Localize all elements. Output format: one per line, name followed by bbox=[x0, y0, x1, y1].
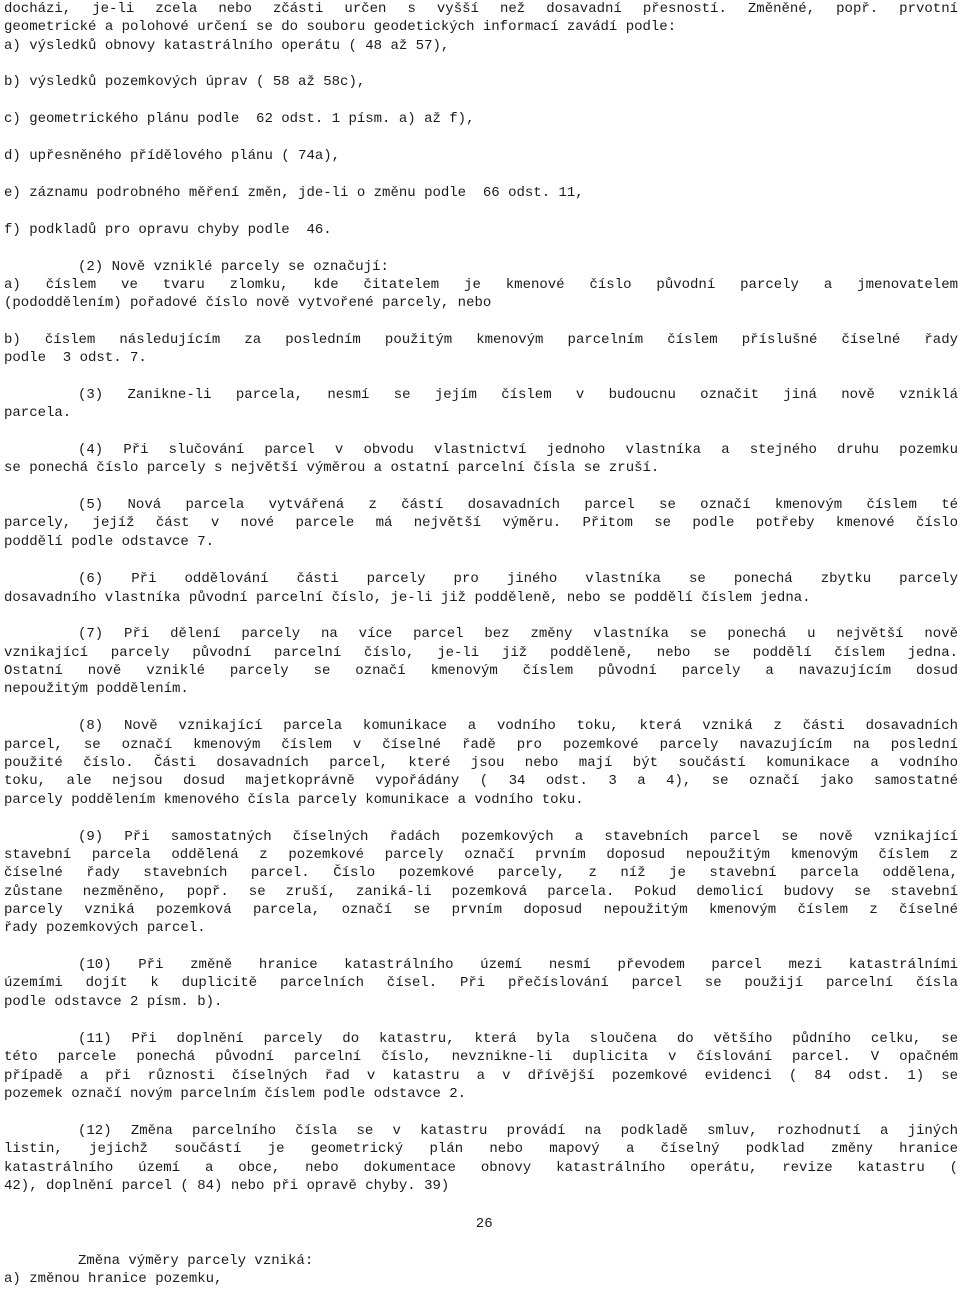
paragraph-12-line: 42), doplnění parcel ( 84) nebo při opravě chyby. 39) bbox=[4, 1178, 450, 1194]
paragraph-9-line: řady pozemkových parcel. bbox=[4, 920, 206, 936]
paragraph-7-line: Ostatní nově vzniklé parcely se označí kmenovým číslem původní parcely a navazujícím dosud bbox=[4, 663, 958, 679]
paragraph-2-item-b: b) číslem následujícím za posledním použitým kmenovým parcelním číslem příslušné číselné řady bbox=[4, 332, 958, 348]
paragraph-6-line: (6) Při oddělování části parcely pro jiného vlastníka se ponechá zbytku parcely bbox=[78, 571, 958, 587]
paragraph-9-line: stavební parcela oddělená z pozemkové parcely označí prvním doposud nepoužitým kmenovým číslem z bbox=[4, 847, 958, 863]
paragraph-3-line: parcela. bbox=[4, 405, 72, 421]
paragraph-8-line: parcely poddělením kmenového čísla parcely komunikace a vodního toku. bbox=[4, 792, 584, 808]
paragraph-10-line: územími dojít k duplicitě parcelních čísel. Při přečíslování parcel se použijí parcelní čísla bbox=[4, 975, 958, 991]
paragraph-12-line: katastrálního území a obce, nebo dokumentace obnovy katastrálního operátu, revize katastru ( bbox=[4, 1160, 958, 1176]
paragraph-2-item-a: a) číslem ve tvaru zlomku, kde čitatelem je kmenové číslo původní parcely a jmenovatelem bbox=[4, 277, 958, 293]
paragraph-9-line: parcely vzniká pozemková parcela, označí se prvním doposud nepoužitým kmenovým číslem z číselné bbox=[4, 902, 958, 918]
paragraph-6-line: dosavadního vlastníka původní parcelní číslo, je-li již podděleně, nebo se poddělí číslem jedna. bbox=[4, 590, 811, 606]
section-item-a: a) změnou hranice pozemku, bbox=[4, 1271, 223, 1287]
paragraph-5-line: (5) Nová parcela vytvářená z částí dosavadních parcel se označí kmenovým číslem té bbox=[78, 497, 958, 513]
paragraph-4-line: se ponechá číslo parcely s největší výměrou a ostatní parcelní čísla se zruší. bbox=[4, 460, 660, 476]
list-item-c: c) geometrického plánu podle 62 odst. 1 písm. a) až f), bbox=[4, 111, 475, 127]
section-intro: Změna výměry parcely vzniká: bbox=[78, 1253, 314, 1269]
list-item-a: a) výsledků obnovy katastrálního operátu ( 48 až 57), bbox=[4, 38, 450, 54]
paragraph-5-line: poddělí podle odstavce 7. bbox=[4, 534, 215, 550]
paragraph-2-heading: (2) Nově vzniklé parcely se označují: bbox=[78, 259, 389, 275]
list-item-f: f) podkladů pro opravu chyby podle 46. bbox=[4, 222, 332, 238]
paragraph-9-line: číselné řady stavebních parcel. Číslo pozemkové parcely, z níž je stavební parcela oddělena, bbox=[4, 865, 958, 881]
text-line: geometrické a polohové určení se do souboru geodetických informací zavádí podle: bbox=[4, 19, 677, 35]
section-heading: 26 bbox=[467, 1216, 493, 1232]
list-item-d: d) upřesněného přídělového plánu ( 74a), bbox=[4, 148, 341, 164]
list-item-e: e) záznamu podrobného měření změn, jde-li o změnu podle 66 odst. 11, bbox=[4, 185, 584, 201]
paragraph-8-line: toku, ale nejsou dosud majetkoprávně vypořádány ( 34 odst. 3 a 4), se označí jako samostatné bbox=[4, 773, 958, 789]
paragraph-11-line: (11) Při doplnění parcely do katastru, která byla sloučena do většího půdního celku, se bbox=[78, 1031, 958, 1047]
paragraph-2-line: (pododdělením) pořadové číslo nově vytvořené parcely, nebo bbox=[4, 295, 492, 311]
paragraph-8-line: (8) Nově vznikající parcela komunikace a vodního toku, která vzniká z části dosavadních bbox=[78, 718, 958, 734]
paragraph-11-line: pozemek označí novým parcelním číslem podle odstavce 2. bbox=[4, 1086, 467, 1102]
paragraph-8-line: parcel, se označí kmenovým číslem v číselné řadě pro pozemkové parcely navazujícím na poslední bbox=[4, 737, 958, 753]
paragraph-11-line: případě a při různosti číselných řad v katastru a v dřívější pozemkové evidenci ( 84 odst. 1) se bbox=[4, 1068, 958, 1084]
paragraph-8-line: použité číslo. Části dosavadních parcel, které jsou nebo mají být součástí komunikace a vodního bbox=[4, 755, 958, 771]
paragraph-4-line: (4) Při slučování parcel v obvodu vlastnictví jednoho vlastníka a stejného druhu pozemku bbox=[78, 442, 958, 458]
list-item-b: b) výsledků pozemkových úprav ( 58 až 58c), bbox=[4, 74, 366, 90]
paragraph-9-line: zůstane nezměněno, popř. se zruší, zaniká-li pozemková parcela. Pokud demolicí budovy se stavební bbox=[4, 884, 958, 900]
text-line: docházi, je-li zcela nebo zčásti určen s vyšší než dosavadní přesností. Změněné, popř. prvotní bbox=[4, 1, 958, 17]
paragraph-7-line: nepoužitým poddělením. bbox=[4, 681, 189, 697]
paragraph-12-line: listin, jejichž součástí je geometrický plán nebo mapový a číselný podklad změny hranice bbox=[4, 1141, 958, 1157]
paragraph-5-line: parcely, jejíž část v nové parcele má největší výměru. Přitom se podle potřeby kmenové číslo bbox=[4, 515, 958, 531]
paragraph-7-line: (7) Při dělení parcely na více parcel bez změny vlastníka se ponechá u největší nově bbox=[78, 626, 958, 642]
paragraph-2-line: podle 3 odst. 7. bbox=[4, 350, 147, 366]
paragraph-11-line: této parcele ponechá původní parcelní číslo, nevznikne-li duplicita v číslování parcel. V opačném bbox=[4, 1049, 958, 1065]
paragraph-12-line: (12) Změna parcelního čísla se v katastru provádí na podkladě smluv, rozhodnutí a jiných bbox=[78, 1123, 958, 1139]
paragraph-7-line: vznikající parcely původní parcelní číslo, je-li již podděleně, nebo se poddělí číslem jedna. bbox=[4, 645, 958, 661]
paragraph-9-line: (9) Při samostatných číselných řadách pozemkových a stavebních parcel se nově vznikající bbox=[78, 829, 958, 845]
paragraph-10-line: podle odstavce 2 písm. b). bbox=[4, 994, 223, 1010]
paragraph-3-line: (3) Zanikne-li parcela, nesmí se jejím číslem v budoucnu označit jiná nově vzniklá bbox=[78, 387, 958, 403]
paragraph-10-line: (10) Při změně hranice katastrálního území nesmí převodem parcel mezi katastrálními bbox=[78, 957, 958, 973]
